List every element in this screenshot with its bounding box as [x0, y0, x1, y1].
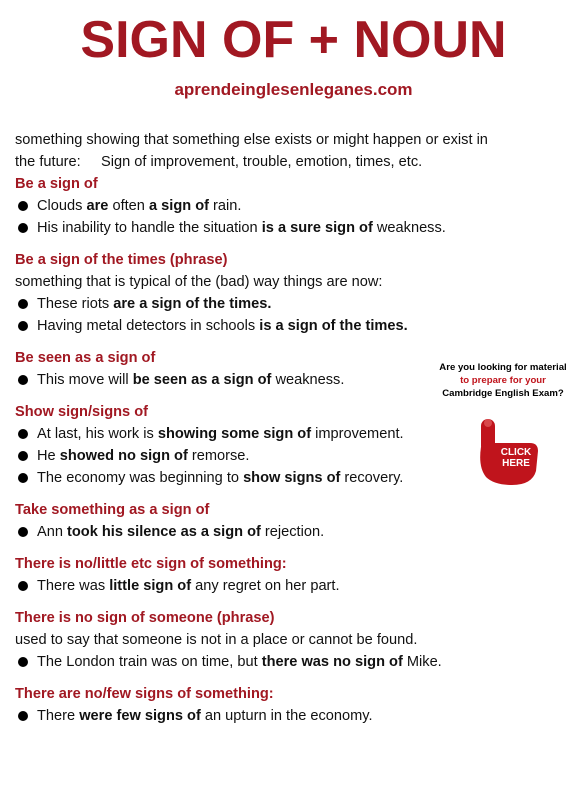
exam-promo[interactable]: [428, 361, 578, 400]
example-key-phrase: a sign of: [148, 198, 209, 214]
definition-line: something showing that something else exists or might happen or exist in: [15, 132, 488, 148]
example-text: His inability to handle the situation: [37, 220, 262, 236]
example-text: rain.: [208, 198, 242, 214]
example-text: weakness.: [271, 372, 345, 388]
example-key-phrase: are a sign of the times.: [113, 296, 272, 312]
example-text: Mike.: [402, 654, 442, 670]
section-heading: There is no/little etc sign of something:: [15, 556, 287, 572]
section: [15, 683, 575, 727]
example-item: [15, 195, 575, 217]
example-text: There: [37, 708, 80, 724]
section-heading: Be seen as a sign of: [15, 350, 156, 366]
click-here-button[interactable]: [472, 417, 542, 487]
example-key-phrase: took his silence as a sign of: [67, 524, 261, 540]
example-item: [15, 293, 575, 315]
section-description: used to say that someone is not in a place or cannot be found.: [15, 632, 418, 648]
example-text: recovery.: [340, 470, 404, 486]
example-text: The economy was beginning to: [37, 470, 244, 486]
example-text: He: [37, 448, 60, 464]
example-text: Having metal detectors in schools: [37, 318, 260, 334]
example-key-phrase: little sign of: [109, 578, 192, 594]
example-key-phrase: show signs of: [243, 470, 341, 486]
example-text: any regret on her part.: [191, 578, 340, 594]
promo-line: to prepare for your: [460, 375, 546, 386]
section-heading: Be a sign of the times (phrase): [15, 252, 228, 268]
example-item: [15, 217, 575, 239]
example-text: an upturn in the economy.: [200, 708, 373, 724]
example-text: Ann: [37, 524, 68, 540]
page-title: SIGN OF + NOUN: [80, 11, 507, 69]
section: [15, 173, 575, 239]
section-heading: There are no/few signs of something:: [15, 686, 274, 702]
section: [15, 499, 575, 543]
site-link[interactable]: aprendeinglesenleganes.com: [174, 80, 413, 99]
example-key-phrase: showed no sign of: [59, 448, 188, 464]
section-heading: Show sign/signs of: [15, 404, 148, 420]
example-item: [15, 651, 575, 673]
example-key-phrase: are: [86, 198, 109, 214]
example-item: [15, 575, 575, 597]
section-heading: Be a sign of: [15, 176, 98, 192]
definition-line: the future: Sign of improvement, trouble, emotion, times, etc.: [15, 154, 423, 170]
example-text: At last, his work is: [37, 426, 158, 442]
section-description: something that is typical of the (bad) way things are now:: [15, 274, 383, 290]
section-heading: There is no sign of someone (phrase): [15, 610, 275, 626]
example-key-phrase: were few signs of: [79, 708, 201, 724]
section: [15, 553, 575, 597]
example-item: [15, 705, 575, 727]
section: [15, 249, 575, 337]
example-text: remorse.: [187, 448, 250, 464]
example-key-phrase: be seen as a sign of: [132, 372, 272, 388]
promo-line: Cambridge English Exam?: [442, 388, 564, 399]
example-text: Clouds: [37, 198, 87, 214]
example-key-phrase: is a sign of the times.: [259, 318, 408, 334]
example-text: There was: [37, 578, 110, 594]
click-here-label: CLICK HERE: [500, 447, 532, 469]
section-heading: Take something as a sign of: [15, 502, 210, 518]
example-text: These riots: [37, 296, 114, 312]
example-key-phrase: there was no sign of: [261, 654, 403, 670]
example-text: often: [108, 198, 149, 214]
example-item: [15, 521, 575, 543]
example-text: The London train was on time, but: [37, 654, 262, 670]
section: [15, 607, 575, 673]
example-text: improvement.: [311, 426, 404, 442]
example-text: rejection.: [260, 524, 325, 540]
example-key-phrase: is a sure sign of: [261, 220, 373, 236]
example-text: This move will: [37, 372, 133, 388]
example-text: weakness.: [372, 220, 446, 236]
example-key-phrase: showing some sign of: [157, 426, 312, 442]
promo-line: Are you looking for material: [439, 362, 567, 373]
example-item: [15, 315, 575, 337]
